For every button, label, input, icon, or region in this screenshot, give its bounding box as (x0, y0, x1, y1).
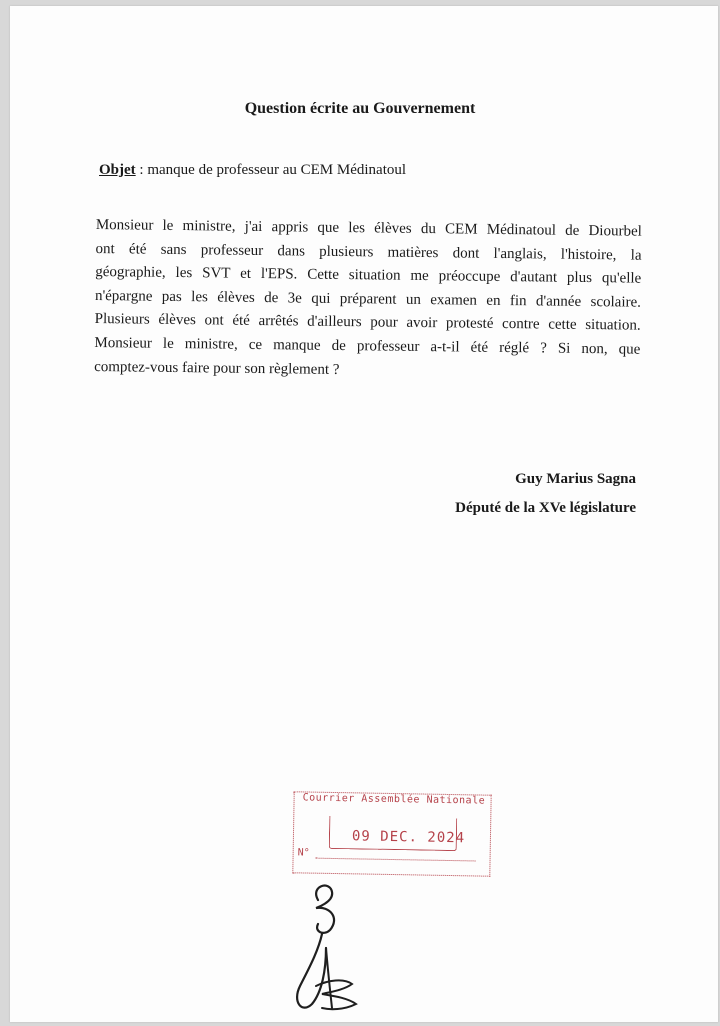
objet-label: Objet (99, 162, 136, 178)
body-line: comptez-vous faire pour son règlement ? (94, 358, 340, 378)
body-line: n'épargne pas les élèves de 3e qui préparent un examen en fin d'année scolaire. (94, 287, 642, 311)
signatory-title: Député de la XVe législature (455, 500, 636, 516)
stamp-date: 09 DEC. 2024 (351, 828, 466, 847)
stamp-number-label: N° (297, 847, 310, 859)
stamp-date-box (329, 816, 466, 851)
handwritten-signature-icon (286, 878, 370, 1020)
signatory-name: Guy Marius Sagna (515, 471, 636, 487)
body-line: Monsieur le ministre, j'ai appris que les élèves du CEM Médinatoul de Diourbel (95, 216, 642, 240)
body-line: Monsieur le ministre, ce manque de professeur a-t-il été réglé ? Si non, que (94, 334, 641, 358)
body-line: Plusieurs élèves ont été arrêtés d'ailleurs pour avoir protesté contre cette situation. (94, 311, 641, 335)
stamp-header: Courrier Assemblée Nationale (302, 792, 486, 807)
letter-body (94, 214, 642, 386)
objet-separator: : (135, 162, 148, 178)
body-line: géographie, les SVT et l'EPS. Cette situation me préoccupe d'autant plus qu'elle (95, 264, 642, 287)
body-line: ont été sans professeur dans plusieurs matières dont l'anglais, l'histoire, la (95, 240, 642, 264)
reception-stamp (292, 791, 491, 876)
stamp-number-line (316, 858, 476, 862)
document-title: Question écrite au Gouvernement (244, 100, 476, 117)
objet-text: manque de professeur au CEM Médinatoul (147, 162, 407, 178)
objet-line (99, 162, 406, 179)
